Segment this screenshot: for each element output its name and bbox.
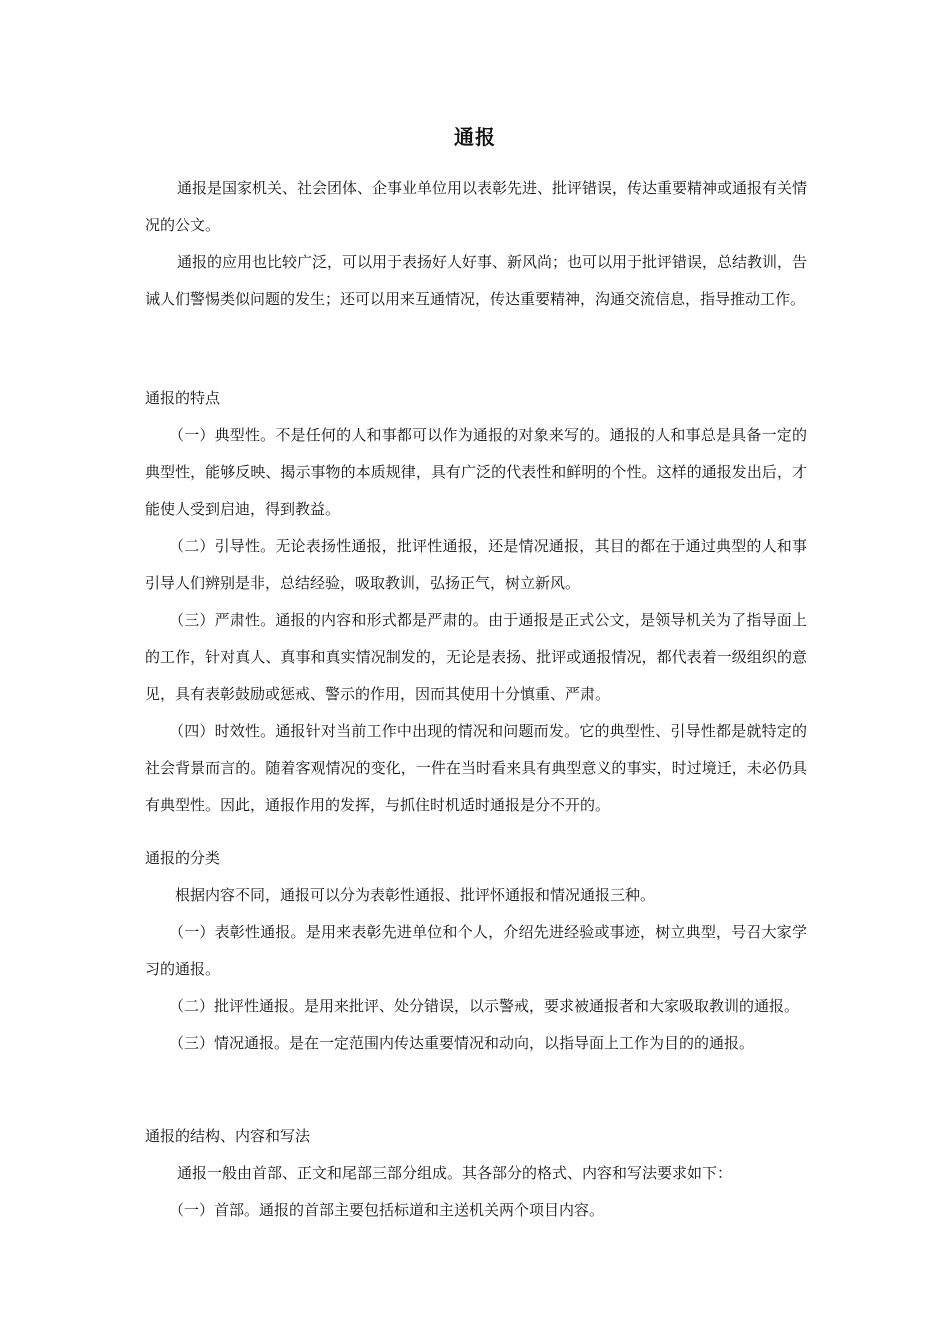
category-item-situation: （三）情况通报。是在一定范围内传达重要情况和动向，以指导面上工作为目的的通报。 <box>169 1034 755 1052</box>
intro-paragraph-1: 通报是国家机关、社会团体、企事业单位用以表彰先进、批评错误，传达重要精神或通报有关情况的公文。 <box>145 179 808 234</box>
features-section <box>145 380 807 824</box>
features-heading: 通报的特点 <box>145 389 221 407</box>
categories-section <box>145 840 807 1062</box>
feature-item-timeliness: （四）时效性。通报针对当前工作中出现的情况和问题而发。它的典型性、引导性都是就特定的社会背景而言的。随着客观情况的变化，一件在当时看来具有典型意义的事实，时过境迁，未必仍具有典型性。因此，通报作用的发挥，与抓住时机适时通报是分不开的。 <box>145 722 807 814</box>
feature-item-guidance: （二）引导性。无论表扬性通报，批评性通报，还是情况通报，其目的都在于通过典型的人和事引导人们辨别是非，总结经验，吸取教训，弘扬正气，树立新风。 <box>145 537 807 592</box>
categories-intro: 根据内容不同，通报可以分为表彰性通报、批评怀通报和情况通报三种。 <box>175 886 656 904</box>
feature-item-typicality: （一）典型性。不是任何的人和事都可以作为通报的对象来写的。通报的人和事总是具备一定的典型性，能够反映、揭示事物的本质规律，具有广泛的代表性和鲜明的个性。这样的通报发出后，才能使人受到启迪，得到教益。 <box>145 426 807 518</box>
feature-item-seriousness: （三）严肃性。通报的内容和形式都是严肃的。由于通报是正式公文，是领导机关为了指导面上的工作，针对真人、真事和真实情况制发的，无论是表扬、批评或通报情况，都代表着一级组织的意见，具有表彰鼓励或惩戒、警示的作用，因而其使用十分慎重、严肃。 <box>145 611 807 703</box>
structure-item-header: （一）首部。通报的首部主要包括标道和主送机关两个项目内容。 <box>169 1201 605 1219</box>
structure-heading: 通报的结构、内容和写法 <box>145 1127 311 1145</box>
structure-section <box>145 1118 807 1229</box>
intro-section <box>145 170 807 318</box>
intro-paragraph-2: 通报的应用也比较广泛，可以用于表扬好人好事、新风尚；也可以用于批评错误，总结教训，告诫人们警惕类似问题的发生；还可以用来互通情况，传达重要精神，沟通交流信息，指导推动工作。 <box>145 253 808 308</box>
categories-heading: 通报的分类 <box>145 849 221 867</box>
structure-intro: 通报一般由首部、正文和尾部三部分组成。其各部分的格式、内容和写法要求如下： <box>177 1164 733 1182</box>
document-title: 通报 <box>454 125 496 149</box>
category-item-criticism: （二）批评性通报。是用来批评、处分错误，以示警戒，要求被通报者和大家吸取教训的通报。 <box>169 997 800 1015</box>
category-item-commendation: （一）表彰性通报。是用来表彰先进单位和个人，介绍先进经验或事迹，树立典型，号召大家学习的通报。 <box>145 923 807 978</box>
